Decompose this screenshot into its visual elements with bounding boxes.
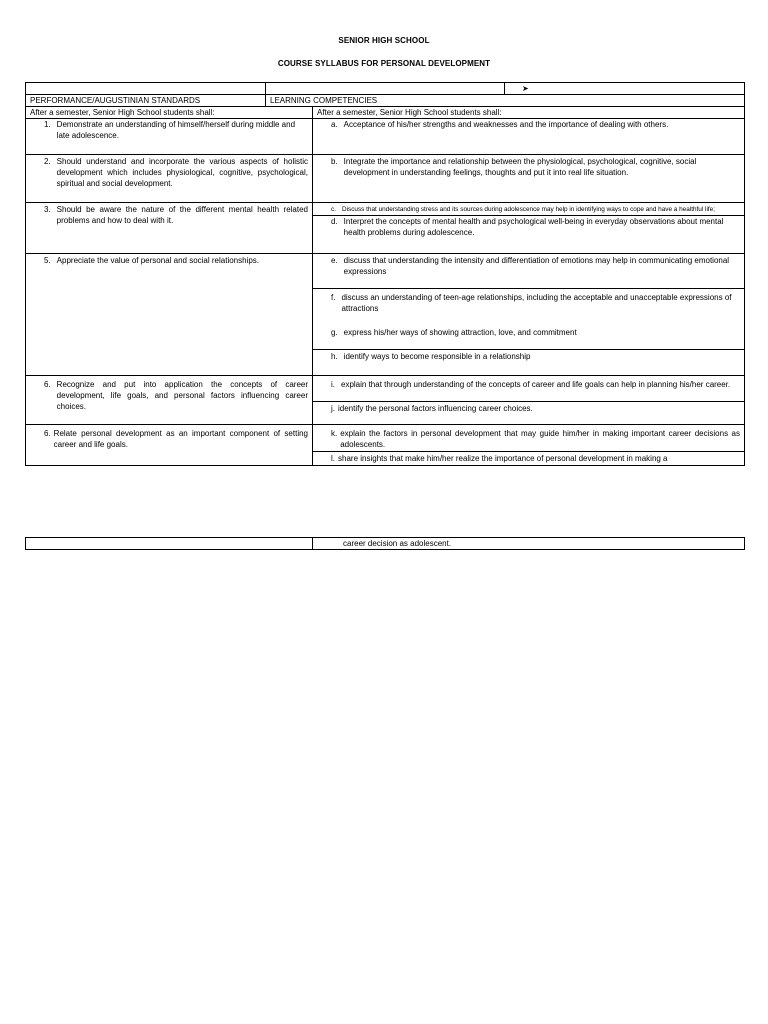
competency-text: Integrate the importance and relationship between the physiological, psychological, cognitive, social development in understanding feelings, thoughts and put it into real life situation. [343, 157, 697, 177]
standard-text: Relate personal development as an important component of setting career and life goals. [53, 429, 308, 449]
standard-text: Recognize and put into application the concepts of career development, life goals, and personal factors influencing career choices. [56, 380, 308, 411]
competency-cell: e. discuss that understanding the intensity and differentiation of emotions may help in communicating emotional expressions f. discuss an understanding of teen-age relationships, including the acceptable and unacceptable expressions of attractions g. express his/her ways of showing attraction, love, and commitment h. identify ways to become responsible in a relationship [313, 254, 745, 376]
competency-text: discuss that understanding the intensity and differentiation of emotions may help in communicating emotional expressions [343, 256, 730, 276]
competency-text: Interpret the concepts of mental health and psychological well-being in everyday observations about mental health problems during adolescence. [343, 217, 724, 237]
intro-right: After a semester, Senior High School students shall: [313, 107, 745, 119]
standard-text: Demonstrate an understanding of himself/herself during middle and late adolescence. [56, 120, 296, 140]
competency-text: explain that through understanding of the concepts of career and life goals can help in planning his/her career. [341, 380, 731, 389]
course-title: COURSE SYLLABUS FOR PERSONAL DEVELOPMENT [277, 59, 491, 68]
competency-text: explain the factors in personal development that may guide him/her in making important career decisions as adolescents. [340, 429, 740, 449]
competency-text: discuss an understanding of teen-age relationships, including the acceptable and unacceptable expressions of attractions [341, 293, 732, 313]
standard-row: 6. Relate personal development as an important component of setting career and life goals. [26, 425, 313, 466]
competency-text: share insights that make him/her realize the importance of personal development in making a [338, 454, 668, 463]
standard-row: 3. Should be aware the nature of the different mental health related problems and how to deal with it. [26, 203, 313, 254]
blank-cell [266, 83, 505, 95]
competency-text: express his/her ways of showing attraction, love, and commitment [343, 328, 577, 337]
competency-cell: k. explain the factors in personal development that may guide him/her in making important career decisions as adolescents. l. share insights that make him/her realize the importance of personal development in making a [313, 425, 745, 466]
column-header-competencies: LEARNING COMPETENCIES [266, 95, 745, 107]
competency-text: Discuss that understanding stress and its sources during adolescence may help in identifying ways to cope and have a healthful life; [341, 206, 715, 213]
standard-text: Should be aware the nature of the different mental health related problems and how to deal with it. [56, 205, 308, 225]
blank-cell [26, 538, 313, 550]
standard-row: 2. Should understand and incorporate the various aspects of holistic development which includes physiological, cognitive, psychological, spiritual and social development. [26, 155, 313, 203]
standard-text: Should understand and incorporate the various aspects of holistic development which includes physiological, cognitive, psychological, spiritual and social development. [56, 157, 308, 188]
standard-row: 5. Appreciate the value of personal and social relationships. [26, 254, 313, 376]
intro-left: After a semester, Senior High School students shall: [26, 107, 313, 119]
standard-row: 6. Recognize and put into application the concepts of career development, life goals, and personal factors influencing career choices. [26, 376, 313, 425]
continuation-text: career decision as adolescent. [313, 538, 745, 550]
syllabus-body [25, 106, 745, 466]
competency-text: identify ways to become responsible in a relationship [343, 352, 531, 361]
competency-cell: b. Integrate the importance and relationship between the physiological, psychological, cognitive, social development in understanding feelings, thoughts and put it into real life situation. [313, 155, 745, 203]
syllabus-table [25, 82, 745, 107]
competency-text: identify the personal factors influencing career choices. [338, 404, 533, 413]
competency-cell: a. Acceptance of his/her strengths and weaknesses and the importance of dealing with others. [313, 119, 745, 155]
school-title: SENIOR HIGH SCHOOL [338, 36, 430, 45]
competency-cell: c. Discuss that understanding stress and its sources during adolescence may help in identifying ways to cope and have a healthful life; d. Interpret the concepts of mental health and psychological well-being in everyday observations about mental health problems during adolescence. [313, 203, 745, 254]
arrow-icon: ➤ [522, 84, 529, 93]
continuation-table [25, 537, 745, 550]
standard-text: Appreciate the value of personal and social relationships. [56, 256, 260, 265]
column-header-standards: PERFORMANCE/AUGUSTINIAN STANDARDS [26, 95, 266, 107]
competency-cell: i. explain that through understanding of the concepts of career and life goals can help in planning his/her career. j. identify the personal factors influencing career choices. [313, 376, 745, 425]
standard-row: 1. Demonstrate an understanding of himself/herself during middle and late adolescence. [26, 119, 313, 155]
blank-cell [26, 83, 266, 95]
competency-text: Acceptance of his/her strengths and weaknesses and the importance of dealing with others. [343, 120, 669, 129]
